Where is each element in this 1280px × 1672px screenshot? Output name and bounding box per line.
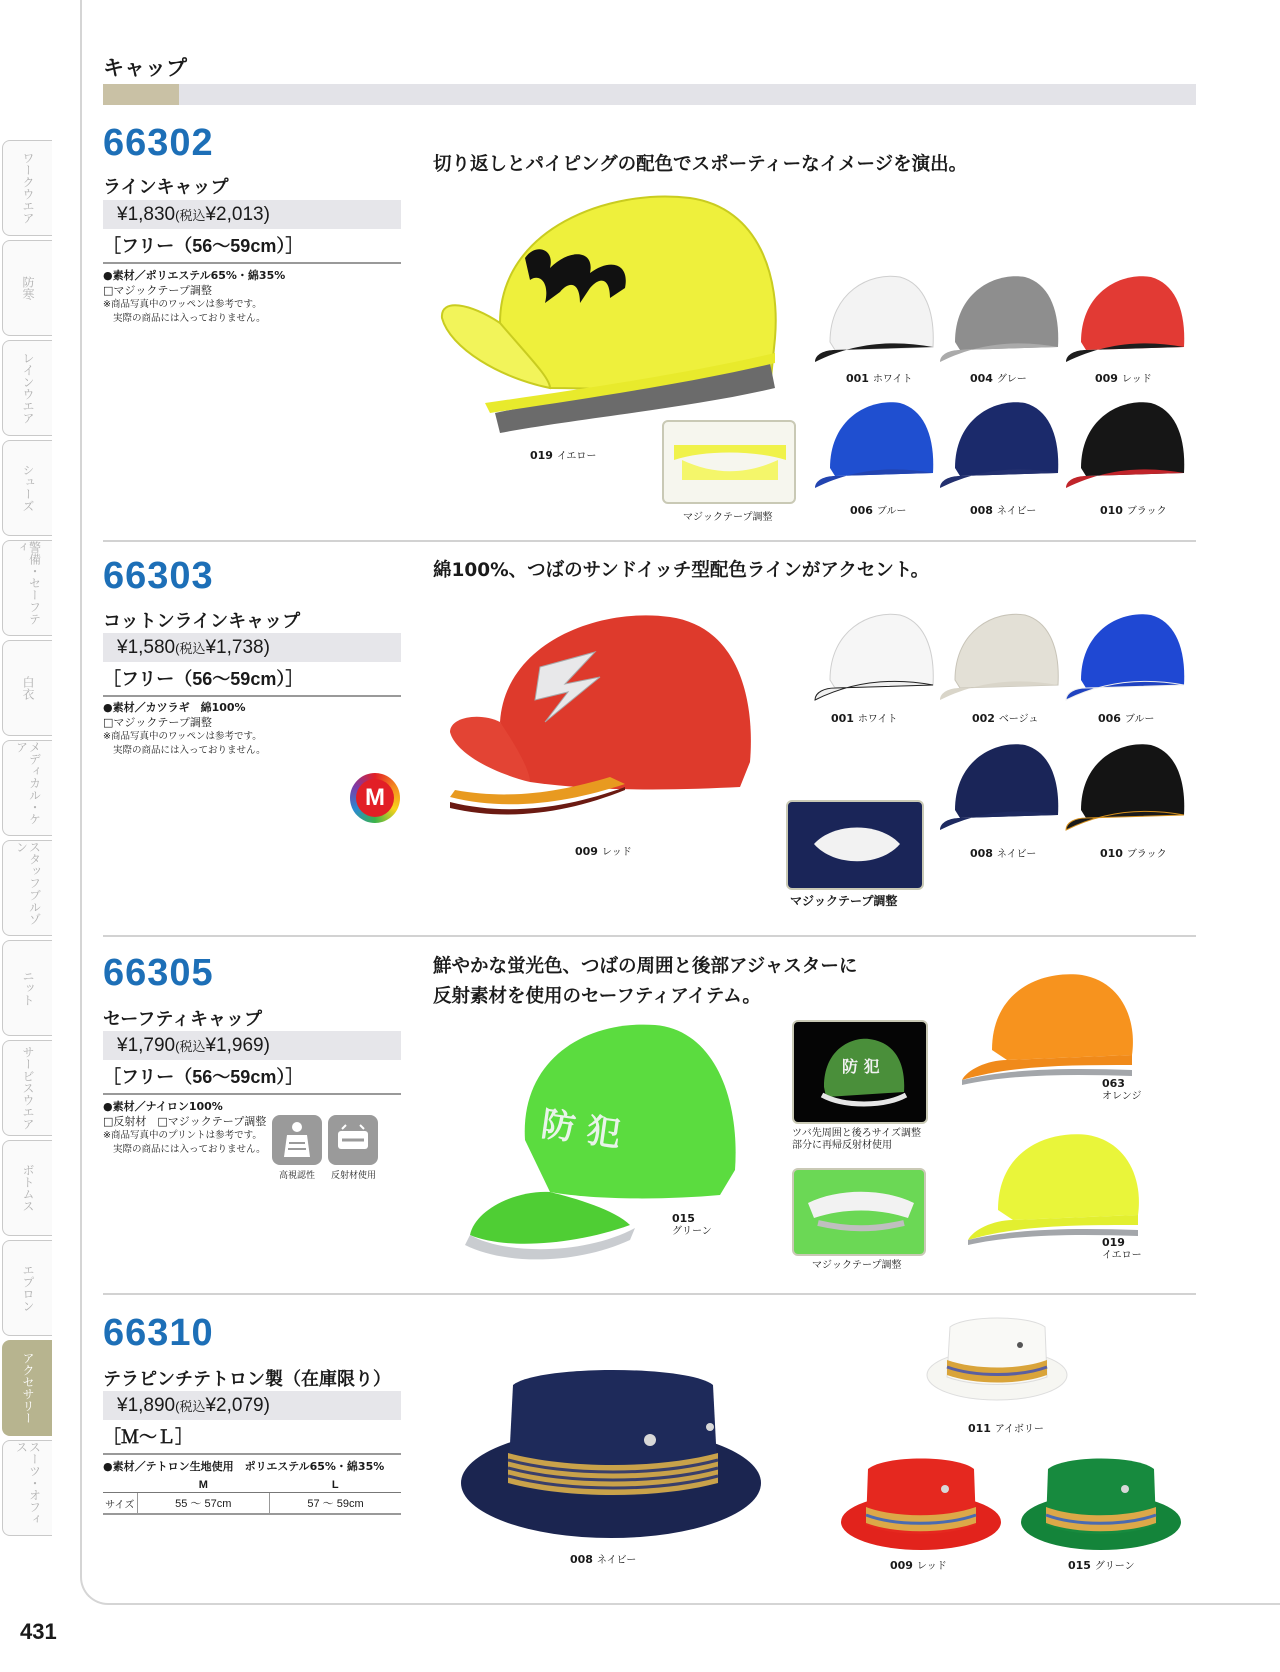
note-line-2: 実際の商品には入っておりません。 xyxy=(113,745,266,756)
tab-staff-blouson[interactable]: スタッフブルゾン xyxy=(2,840,52,936)
tagline-line-1: 鮮やかな蛍光色、つばの周囲と後部アジャスターに xyxy=(433,956,858,977)
tab-accessory[interactable]: アクセサリー xyxy=(2,1340,52,1436)
size-range: ［フリー（56～59cm）］ xyxy=(103,665,401,697)
material: ●素材／ポリエステル65%・綿35% xyxy=(103,269,286,282)
size-range: ［フリー（56～59cm）］ xyxy=(103,1063,401,1095)
price-box xyxy=(103,1391,401,1420)
night-cap-icon xyxy=(814,1037,910,1112)
cap-swatch-gray xyxy=(940,272,1060,362)
hat-photo-navy xyxy=(458,1365,764,1540)
spec-block xyxy=(103,268,413,326)
note-line-1: ※商品写真中のワッペンは参考です。 xyxy=(103,299,262,310)
features: □反射材 □マジックテープ調整 xyxy=(103,1115,267,1128)
size-cell: 55 ～ 57cm xyxy=(137,1493,270,1515)
tax-suffix: ) xyxy=(263,1395,270,1416)
cap-swatch-beige xyxy=(940,610,1060,700)
material: ●素材／テトロン生地使用 ポリエステル65%・綿35% xyxy=(103,1460,385,1473)
main-color-label: 019 イエロー xyxy=(530,449,597,462)
tab-workwear[interactable]: ワークウエア xyxy=(2,140,52,236)
price: ¥1,830 xyxy=(117,204,176,225)
cap-swatch-yellow xyxy=(968,1130,1143,1245)
tab-knit[interactable]: ニット xyxy=(2,940,52,1036)
icon-caption: 反射材使用 xyxy=(331,1171,377,1181)
tax-prefix: (税込 xyxy=(175,1039,206,1054)
category-bar xyxy=(103,84,1196,105)
swatch-label: 001 ホワイト xyxy=(831,712,898,725)
price-box xyxy=(103,633,401,662)
cap-photo-yellow xyxy=(440,188,790,438)
hat-swatch-red xyxy=(840,1455,1002,1555)
size-row-label: サイズ xyxy=(103,1493,137,1515)
tab-medical[interactable]: メディカル・ケア xyxy=(2,740,52,836)
swatch-label: 010 ブラック xyxy=(1100,847,1167,860)
tab-apron[interactable]: エプロン xyxy=(2,1240,52,1336)
note-line-1: ※商品写真中のワッペンは参考です。 xyxy=(103,731,262,742)
material: ●素材／ナイロン100% xyxy=(103,1100,223,1113)
swatch-label: 008 ネイビー xyxy=(970,504,1037,517)
hat-swatch-ivory xyxy=(925,1315,1070,1405)
product-code: 66303 xyxy=(103,555,214,597)
spec-block xyxy=(103,1459,423,1474)
cap-swatch-white xyxy=(815,610,935,700)
swatch-label: 063 オレンジ xyxy=(1102,1077,1142,1102)
icon-caption: 高視認性 xyxy=(279,1171,316,1181)
price-box xyxy=(103,1031,401,1060)
size-col-header: L xyxy=(270,1478,401,1493)
cap-swatch-red xyxy=(1066,272,1186,362)
cap-photo-red xyxy=(450,612,760,822)
product-name: コットンラインキャップ xyxy=(103,611,301,632)
swatch-label: 002 ベージュ xyxy=(972,712,1039,725)
tab-whitecoat[interactable]: 白衣 xyxy=(2,640,52,736)
tab-suits-office[interactable]: スーツ・オフィス xyxy=(2,1440,52,1536)
hat-swatch-green xyxy=(1020,1455,1182,1555)
product-name: セーフティキャップ xyxy=(103,1009,262,1030)
high-visibility-icon xyxy=(272,1115,322,1165)
swatch-label: 009 レッド xyxy=(890,1559,947,1572)
main-color-label: 015 グリーン xyxy=(672,1212,712,1237)
detail-photo-velcro xyxy=(792,1168,926,1256)
size-col-header: M xyxy=(137,1478,270,1493)
swatch-label: 006 ブルー xyxy=(1098,712,1155,725)
tab-winter[interactable]: 防寒 xyxy=(2,240,52,336)
detail-label: マジックテープ調整 xyxy=(790,894,898,908)
price: ¥1,890 xyxy=(117,1395,176,1416)
cap-swatch-navy xyxy=(940,398,1060,488)
product-code: 66302 xyxy=(103,122,214,164)
tab-bottoms[interactable]: ボトムス xyxy=(2,1140,52,1236)
reflect-label-1: ツバ先周囲と後ろサイズ調整 xyxy=(792,1128,921,1139)
swatch-label: 006 ブルー xyxy=(850,504,907,517)
swatch-label: 010 ブラック xyxy=(1100,504,1167,517)
reflect-label-2: 部分に再帰反射材使用 xyxy=(792,1140,892,1151)
tab-servicewear[interactable]: サービスウエア xyxy=(2,1040,52,1136)
price-tax: ¥2,079 xyxy=(205,1395,264,1416)
size-table xyxy=(103,1478,401,1515)
tax-prefix: (税込 xyxy=(175,1399,206,1414)
tagline: 切り返しとパイピングの配色でスポーティーなイメージを演出。 xyxy=(433,154,968,175)
cap-swatch-navy xyxy=(940,740,1060,830)
product-code: 66305 xyxy=(103,952,214,994)
swatch-label: 015 グリーン xyxy=(1068,1559,1135,1572)
price-tax: ¥1,969 xyxy=(205,1035,264,1056)
category-title: キャップ xyxy=(103,56,187,80)
swatch-label: 001 ホワイト xyxy=(846,372,913,385)
product-name: テラピンチテトロン製（在庫限り） xyxy=(103,1369,391,1390)
reflective-night-photo xyxy=(792,1020,928,1124)
night-print-text: 防 犯 xyxy=(842,1057,880,1076)
tax-suffix: ) xyxy=(263,1035,270,1056)
m-mark-badge: M xyxy=(350,773,400,823)
size-range: ［フリー（56～59cm）］ xyxy=(103,232,401,264)
tax-suffix: ) xyxy=(263,204,270,225)
velcro-reflect-icon xyxy=(808,1188,914,1243)
section-divider xyxy=(103,935,1196,937)
page-number: 431 xyxy=(20,1619,57,1644)
tab-shoes[interactable]: シューズ xyxy=(2,440,52,536)
spec-block xyxy=(103,700,413,758)
cap-swatch-black xyxy=(1066,398,1186,488)
tagline xyxy=(433,952,857,1012)
size-cell: 57 ～ 59cm xyxy=(270,1493,401,1515)
cap-swatch-orange xyxy=(962,970,1137,1085)
tax-prefix: (税込 xyxy=(175,208,206,223)
swatch-label: 009 レッド xyxy=(1095,372,1152,385)
tax-suffix: ) xyxy=(263,637,270,658)
tab-rainwear[interactable]: レインウエア xyxy=(2,340,52,436)
section-divider xyxy=(103,540,1196,542)
tagline-line-2: 反射素材を使用のセーフティアイテム。 xyxy=(433,986,761,1007)
detail-photo-velcro xyxy=(786,800,924,890)
product-name: ラインキャップ xyxy=(103,177,229,198)
detail-label: マジックテープ調整 xyxy=(812,1260,902,1271)
swatch-label: 011 アイボリー xyxy=(968,1422,1044,1435)
velcro-opening-icon xyxy=(814,822,900,877)
features: □マジックテープ調整 xyxy=(103,716,212,729)
size-range: ［Ｍ～Ｌ］ xyxy=(103,1423,401,1455)
product-code: 66310 xyxy=(103,1312,214,1354)
tab-security[interactable]: 警備・セーフティ xyxy=(2,540,52,636)
note-line-1: ※商品写真中のプリントは参考です。 xyxy=(103,1130,262,1141)
note-line-2: 実際の商品には入っておりません。 xyxy=(113,1144,266,1155)
swatch-label: 008 ネイビー xyxy=(970,847,1037,860)
tax-prefix: (税込 xyxy=(175,641,206,656)
reflective-material-icon xyxy=(328,1115,378,1165)
cap-swatch-blue xyxy=(1066,610,1186,700)
cap-swatch-blue xyxy=(815,398,935,488)
material: ●素材／カツラギ 綿100% xyxy=(103,701,246,714)
swatch-label: 004 グレー xyxy=(970,372,1027,385)
cap-swatch-black xyxy=(1066,740,1186,830)
price-box xyxy=(103,200,401,229)
section-divider xyxy=(103,1293,1196,1295)
swatch-label: 019 イエロー xyxy=(1102,1236,1142,1261)
price-tax: ¥2,013 xyxy=(205,204,264,225)
features: □マジックテープ調整 xyxy=(103,284,212,297)
cap-swatch-white xyxy=(815,272,935,362)
note-line-2: 実際の商品には入っておりません。 xyxy=(113,313,266,324)
main-color-label: 009 レッド xyxy=(575,845,632,858)
main-color-label: 008 ネイビー xyxy=(570,1553,637,1566)
print-text: 防 犯 xyxy=(538,1104,624,1156)
price-tax: ¥1,738 xyxy=(205,637,264,658)
detail-photo-velcro xyxy=(662,420,796,504)
velcro-strap-icon xyxy=(674,440,786,490)
price: ¥1,580 xyxy=(117,637,176,658)
price: ¥1,790 xyxy=(117,1035,176,1056)
detail-label: マジックテープ調整 xyxy=(683,512,773,523)
tagline: 綿100%、つばのサンドイッチ型配色ラインがアクセント。 xyxy=(433,560,930,581)
